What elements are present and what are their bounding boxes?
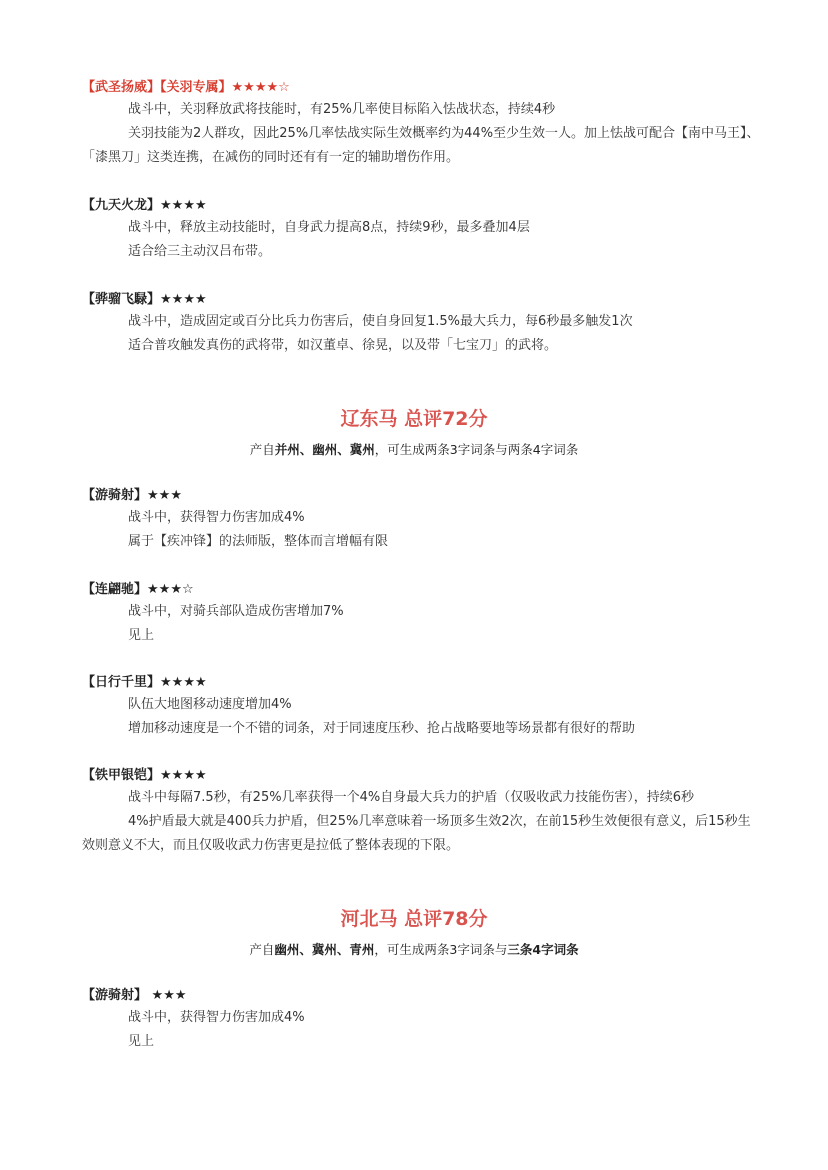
trait-title — [82, 766, 762, 786]
trait-stars: ★★★★ — [160, 198, 207, 213]
trait-comment: 见上 — [128, 1034, 155, 1049]
trait-effect: 队伍大地图移动速度增加4% — [128, 697, 292, 712]
trait-comment: 增加移动速度是一个不错的词条，对于同速度压秒、抢占战略要地等场景都有很好的帮助 — [128, 721, 636, 736]
trait-effect: 战斗中，获得智力伤害加成4% — [128, 510, 305, 525]
section-hebei-horse — [0, 906, 828, 960]
trait-title — [82, 986, 762, 1006]
trait-stars: ★★★★ — [160, 768, 207, 783]
trait-name: 【日行千里】 — [82, 675, 161, 690]
trait-title — [82, 78, 762, 98]
section-subtitle: 产自幽州、冀州、青州，可生成两条3字词条与三条4字词条 — [249, 942, 579, 957]
trait-title — [82, 673, 762, 693]
trait-comment: 属于【疾冲锋】的法师版，整体而言增幅有限 — [128, 534, 389, 549]
trait-youqishe — [82, 486, 762, 554]
origin-regions: 幽州、冀州、青州 — [274, 942, 375, 957]
trait-comment: 关羽技能为2人群攻，因此25%几率怯战实际生效概率约为44%至少生效一人。加上怯战可配合【南中马王】、「漆黑刀」这类连携，在减伤的同时还有有一定的辅助增伤作用。 — [82, 126, 760, 165]
section-title: 辽东马 总评72分 — [340, 408, 488, 430]
trait-youqishe-hebei — [82, 986, 762, 1054]
trait-wushengyangwei — [82, 78, 762, 170]
trait-comment: 适合给三主动汉吕布带。 — [128, 244, 272, 259]
trait-title — [82, 580, 762, 600]
trait-effect: 战斗中每隔7.5秒，有25%几率获得一个4%自身最大兵力的护盾（仅吸收武力技能伤害），持续6秒 — [128, 790, 694, 805]
highlight-text: 三条4字词条 — [507, 942, 579, 957]
trait-name: 【连翩驰】 — [82, 582, 148, 597]
section-subtitle: 产自并州、幽州、冀州，可生成两条3字词条与两条4字词条 — [249, 442, 579, 457]
trait-comment: 适合普攻触发真伤的武将带，如汉董卓、徐晃，以及带「七宝刀」的武将。 — [128, 338, 558, 353]
trait-name: 【武圣扬威】 — [82, 80, 161, 95]
trait-name: 【游骑射】 — [82, 488, 148, 503]
trait-effect: 战斗中，对骑兵部队造成伤害增加7% — [128, 604, 344, 619]
trait-effect: 战斗中，释放主动技能时，自身武力提高8点，持续9秒，最多叠加4层 — [128, 220, 530, 235]
trait-title — [82, 196, 762, 216]
trait-title — [82, 290, 762, 310]
trait-effect: 战斗中，关羽释放武将技能时，有25%几率使目标陷入怯战状态，持续4秒 — [128, 102, 556, 117]
origin-regions: 并州、幽州、冀州 — [274, 442, 375, 457]
section-liaodong-horse — [0, 406, 828, 460]
section-title: 河北马 总评78分 — [340, 908, 488, 930]
trait-stars: ★★★★☆ — [231, 80, 290, 95]
trait-stars: ★★★ — [147, 488, 182, 503]
trait-lianpianchi — [82, 580, 762, 648]
trait-stars: ★★★★ — [160, 292, 207, 307]
trait-stars: ★★★★ — [160, 675, 207, 690]
trait-effect: 战斗中，获得智力伤害加成4% — [128, 1010, 305, 1025]
trait-stars: ★★★☆ — [147, 582, 194, 597]
trait-name: 【骅骝飞騄】 — [82, 292, 161, 307]
trait-name: 【九天火龙】 — [82, 198, 161, 213]
trait-comment: 见上 — [128, 628, 155, 643]
trait-tiejiayinkai — [82, 766, 762, 858]
trait-comment: 4%护盾最大就是400兵力护盾，但25%几率意味着一场顶多生效2次，在前15秒生效便很有意义，后15秒生效则意义不大，而且仅吸收武力伤害更是拉低了整体表现的下限。 — [82, 814, 751, 853]
trait-stars: ★★★ — [147, 988, 187, 1003]
trait-effect: 战斗中，造成固定或百分比兵力伤害后，使自身回复1.5%最大兵力，每6秒最多触发1次 — [128, 314, 633, 329]
trait-jiutianhuolong — [82, 196, 762, 264]
trait-name: 【铁甲银铠】 — [82, 768, 161, 783]
trait-hualiufeilu — [82, 290, 762, 358]
trait-tag: 【关羽专属】 — [160, 80, 232, 95]
trait-rixingqianli — [82, 673, 762, 741]
trait-name: 【游骑射】 — [82, 988, 148, 1003]
trait-title — [82, 486, 762, 506]
